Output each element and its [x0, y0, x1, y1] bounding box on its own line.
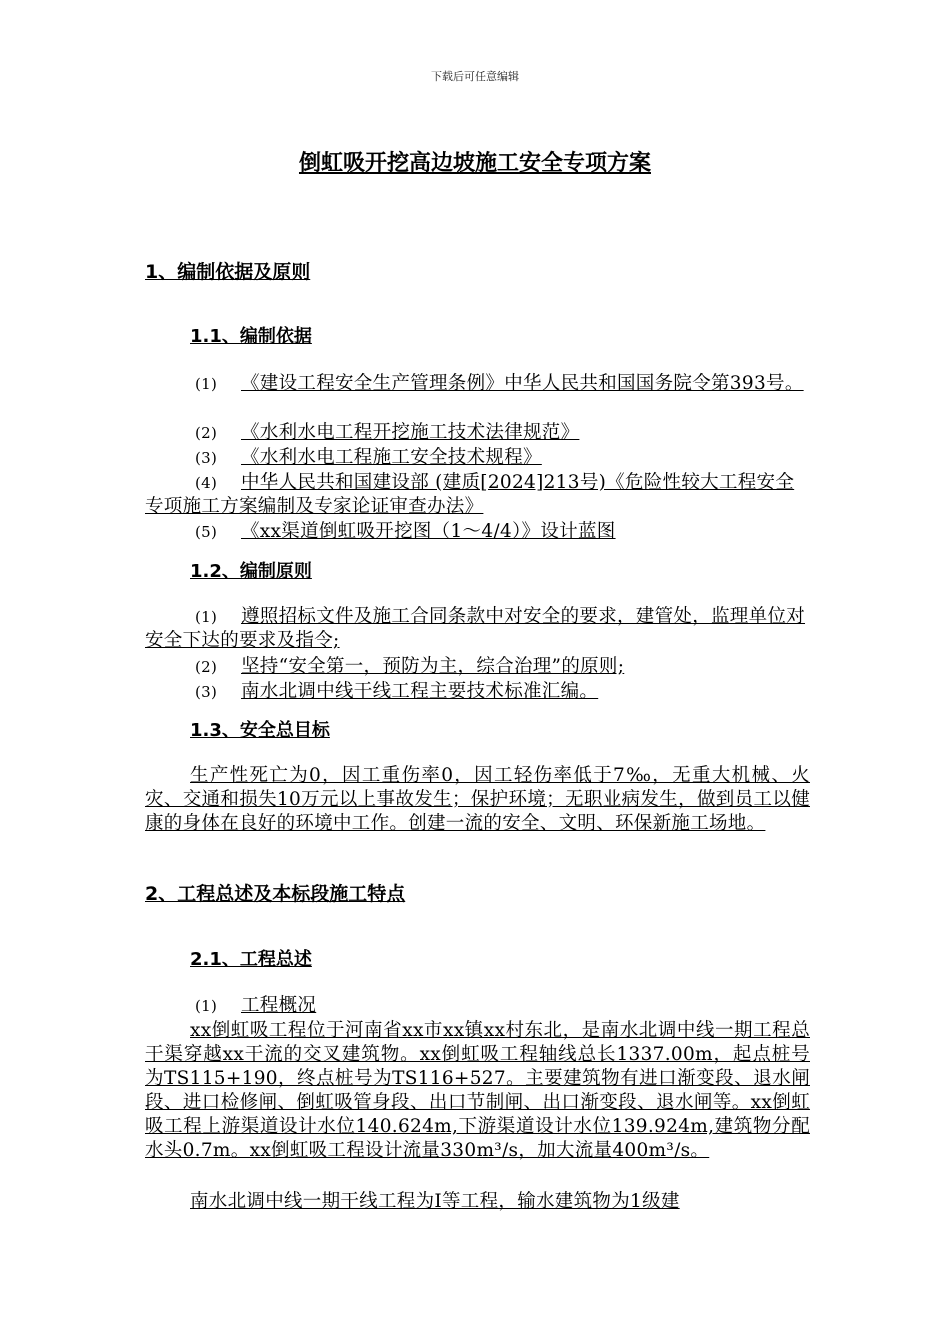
- list-number: (1): [195, 997, 218, 1015]
- list-text: 《水利水电工程施工安全技术规程》: [241, 447, 542, 468]
- paragraph-text: 南水北调中线一期干线工程为Ⅰ等工程，输水建筑物为1级建: [190, 1191, 680, 1212]
- section-1-2-heading: 1.2、编制原则: [190, 561, 312, 582]
- list-item: [145, 994, 810, 1018]
- list-text: 遵照招标文件及施工合同条款中对安全的要求，建管处，监理单位对安全下达的要求及指令;: [145, 606, 806, 651]
- paragraph-text: xx倒虹吸工程位于河南省xx市xx镇xx村东北，是南水北调中线一期工程总干渠穿越xx干流的交叉建筑物。xx倒虹吸工程轴线总长1337.00m，起点桩号为TS115+190，终点桩号为TS116+527。主要建筑物有进口渐变段、退水闸段、进口检修闸、倒虹吸管身段、出口节制闸、出口渐变段、退水闸等。xx倒虹吸工程上游渠道设计水位140.624m,下游渠道设计水位139.924m,建筑物分配水头0.7m。xx倒虹吸工程设计流量330m³/s，加大流量400m³/s。: [145, 1020, 810, 1161]
- section-1-1-heading: 1.1、编制依据: [190, 326, 312, 347]
- paragraph-text: 生产性死亡为0，因工重伤率0，因工轻伤率低于7‰，无重大机械、火灾、交通和损失10万元以上事故发生；保护环境；无职业病发生，做到员工以健康的身体在良好的环境中工作。创建一流的安全、文明、环保新施工场地。: [145, 765, 810, 834]
- list-item: [145, 605, 810, 653]
- list-item: [145, 446, 810, 470]
- list-text: 《建设工程安全生产管理条例》中华人民共和国国务院令第393号。: [241, 373, 804, 394]
- list-text: 坚持“安全第一，预防为主，综合治理”的原则;: [241, 656, 625, 677]
- section-2-heading: 2、工程总述及本标段施工特点: [145, 883, 406, 905]
- list-number: (2): [195, 424, 218, 442]
- section-1-3-heading: 1.3、安全总目标: [190, 720, 330, 741]
- list-number: (1): [195, 375, 218, 393]
- list-number: (4): [195, 474, 218, 492]
- paragraph: [145, 1190, 810, 1214]
- list-text: 中华人民共和国建设部 (建质[2024]213号)《危险性较大工程安全专项施工方案编制及专家论证审查办法》: [145, 472, 795, 517]
- list-number: (2): [195, 658, 218, 676]
- list-item: [145, 421, 810, 445]
- list-text: 工程概况: [241, 995, 317, 1016]
- list-number: (3): [195, 449, 218, 467]
- paragraph: [145, 764, 810, 836]
- list-item: [145, 471, 810, 519]
- list-text: 《水利水电工程开挖施工技术法律规范》: [241, 422, 580, 443]
- section-1-heading: 1、编制依据及原则: [145, 261, 311, 283]
- section-2-1-heading: 2.1、工程总述: [190, 949, 312, 970]
- paragraph: [145, 1019, 810, 1163]
- list-number: (1): [195, 608, 218, 626]
- list-number: (5): [195, 523, 218, 541]
- list-number: (3): [195, 683, 218, 701]
- list-item: [145, 520, 810, 544]
- list-text: 南水北调中线干线工程主要技术标准汇编。: [241, 681, 599, 702]
- list-item: [145, 372, 810, 396]
- header-note: 下载后可任意编辑: [431, 70, 519, 83]
- list-text: 《xx渠道倒虹吸开挖图（1～4/4）》设计蓝图: [241, 521, 616, 542]
- list-item: [145, 655, 810, 679]
- list-item: [145, 680, 810, 704]
- document-title: 倒虹吸开挖高边坡施工安全专项方案: [298, 151, 651, 176]
